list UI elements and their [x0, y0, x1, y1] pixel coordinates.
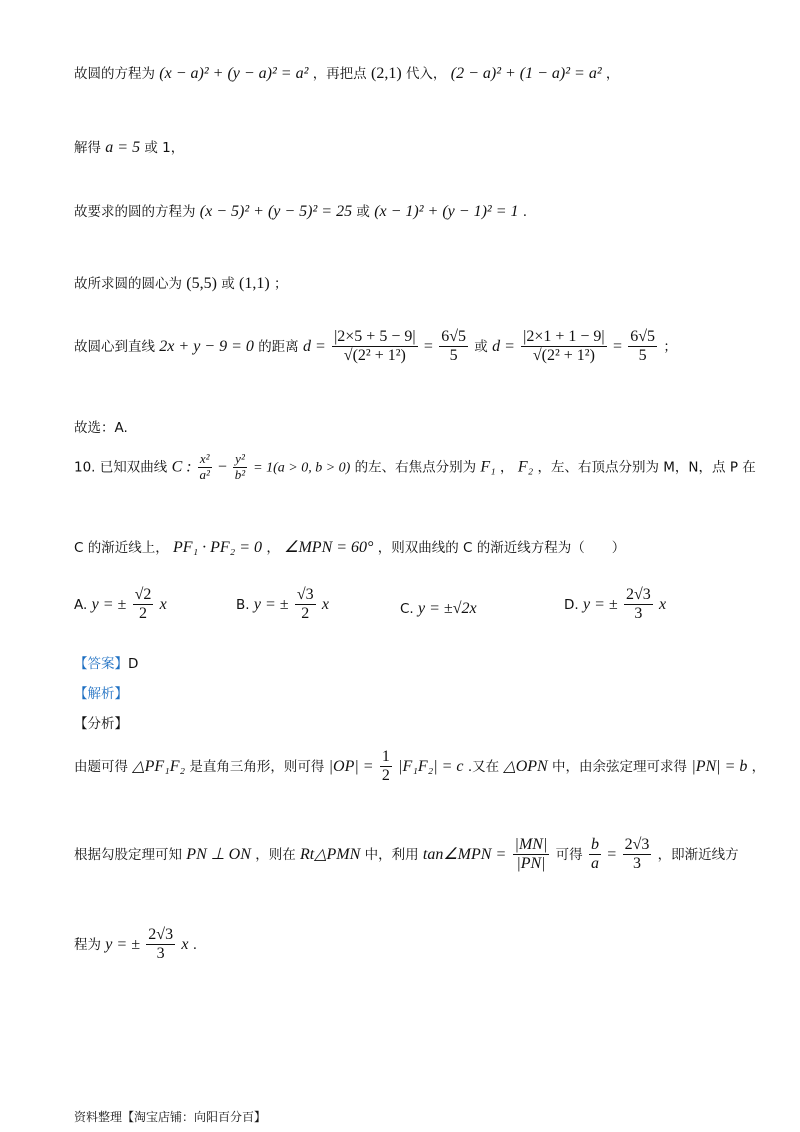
- denominator: 2: [381, 767, 390, 785]
- numerator: 2√3: [624, 586, 653, 605]
- numerator: |2×5 + 5 − 9|: [332, 328, 417, 347]
- denominator: 5: [638, 347, 647, 365]
- text: 程为: [74, 936, 101, 953]
- denominator: 5: [449, 347, 458, 365]
- question-line-2: [74, 536, 625, 557]
- text: 根据勾股定理可知: [74, 846, 182, 863]
- fenxi-tag-line: [74, 712, 128, 732]
- right-triangle: Rt△PMN: [300, 845, 361, 863]
- distance-result-2: [628, 328, 657, 366]
- numerator: √3: [295, 586, 316, 605]
- ratio-fraction: [623, 836, 652, 874]
- denominator: 2: [138, 605, 147, 623]
- text: ；: [274, 276, 288, 292]
- center-1: (5,5): [186, 275, 217, 292]
- denominator: 3: [634, 605, 643, 623]
- analysis-tag: 【解析】: [74, 686, 128, 702]
- equals: =: [423, 337, 433, 355]
- text: 故圆心到直线: [74, 338, 155, 355]
- text: 的左、右焦点分别为: [354, 459, 477, 476]
- distance-fraction-1: [332, 328, 417, 366]
- option-label: B.: [236, 596, 250, 613]
- denominator: √(2² + 1²): [343, 347, 406, 365]
- option-fraction: [295, 586, 316, 624]
- ba-fraction: [589, 836, 601, 874]
- option-lhs: y = ±: [253, 595, 289, 613]
- solution-line-1: [74, 62, 619, 83]
- minus: −: [217, 458, 227, 476]
- answer-tag: 【答案】: [74, 656, 128, 672]
- solution-line-2: [74, 136, 184, 157]
- point: (2,1): [370, 65, 402, 82]
- triangle-2: △OPN: [503, 757, 548, 775]
- numerator: 2√3: [623, 836, 652, 855]
- fenxi-tag: 【分析】: [74, 716, 128, 732]
- option-label: C.: [400, 601, 414, 617]
- option-fraction: [624, 586, 653, 624]
- text: ，则在: [255, 846, 296, 863]
- text: ，: [605, 66, 620, 82]
- option-fraction: [133, 586, 154, 624]
- option-a[interactable]: [74, 586, 167, 624]
- x-fraction: [198, 452, 212, 483]
- option-c[interactable]: [400, 600, 477, 618]
- text: .: [522, 204, 528, 220]
- circle-equation: (x − a)² + (y − a)² = a²: [159, 65, 309, 82]
- circle-equation-1: (x − 5)² + (y − 5)² = 25: [199, 203, 353, 220]
- text: ，: [751, 758, 766, 775]
- text: ，: [266, 540, 280, 556]
- numerator: |2×1 + 1 − 9|: [521, 328, 606, 347]
- text: 或 1，: [144, 140, 185, 156]
- text: 是直角三角形，则可得: [189, 758, 325, 775]
- solution-line-5: [74, 328, 677, 366]
- question-line-1: [74, 452, 756, 483]
- numerator: x²: [199, 451, 210, 466]
- center-2: (1,1): [239, 275, 270, 292]
- text: 或: [356, 204, 370, 220]
- numerator: 2√3: [146, 926, 175, 945]
- numerator: 6√5: [439, 328, 468, 347]
- text: 已知双曲线: [99, 459, 168, 476]
- analysis-line-3: [74, 926, 197, 964]
- solution-line-3: [74, 200, 527, 221]
- text: 故所求圆的圆心为: [74, 276, 182, 292]
- numerator: b: [589, 836, 601, 855]
- tan-lhs: tan∠MPN =: [422, 845, 507, 863]
- asymptote-fraction: [146, 926, 175, 964]
- tan-fraction: [513, 836, 550, 874]
- text: 故要求的圆的方程为: [74, 204, 196, 220]
- question-number: 10.: [74, 459, 96, 476]
- text: 或: [221, 276, 235, 292]
- distance-lhs-2: d =: [492, 337, 515, 355]
- text: ，再把点: [312, 66, 367, 82]
- option-d[interactable]: [564, 586, 666, 624]
- numerator: |MN|: [513, 836, 550, 855]
- focus-1: F₁: [480, 458, 496, 476]
- text: ；: [663, 338, 677, 355]
- circle-equation-2: (x − 1)² + (y − 1)² = 1: [374, 203, 519, 220]
- analysis-tag-line: [74, 682, 128, 702]
- distance-lhs-1: d =: [302, 337, 326, 355]
- focal-distance: |F₁F₂| = c: [398, 757, 464, 775]
- curve-label: C :: [171, 458, 192, 476]
- denominator: √(2² + 1²): [532, 347, 595, 365]
- option-label: A.: [74, 596, 88, 613]
- text: 的距离: [258, 338, 299, 355]
- denominator: 2: [301, 605, 310, 623]
- y-fraction: [233, 452, 247, 483]
- text: ，即渐近线方: [657, 846, 739, 863]
- angle-condition: ∠MPN = 60°: [284, 539, 374, 556]
- analysis-line-2: [74, 836, 739, 874]
- numerator: 1: [380, 748, 392, 767]
- text: ，左、右顶点分别为 M，N，点 P 在: [537, 459, 756, 476]
- distance-fraction-2: [521, 328, 606, 366]
- text: 可得: [555, 846, 583, 863]
- text: 故圆的方程为: [74, 66, 155, 82]
- text: 解得: [74, 140, 101, 156]
- text: .又在: [467, 758, 500, 775]
- equals: =: [612, 337, 622, 355]
- text: C 的渐近线上，: [74, 540, 169, 556]
- denominator: a²: [199, 466, 210, 482]
- option-lhs: y = ±: [91, 595, 127, 613]
- text: 中，由余弦定理可求得: [552, 758, 688, 775]
- footer: 资料整理【淘宝店铺：向阳百分百】: [74, 1110, 267, 1124]
- substituted-equation: (2 − a)² + (1 − a)² = a²: [450, 65, 602, 82]
- analysis-line-1: [74, 748, 765, 786]
- denominator: |PN|: [516, 855, 546, 873]
- option-var: x: [321, 595, 330, 613]
- op-length: |OP| =: [328, 757, 374, 775]
- denominator: b²: [234, 466, 246, 482]
- option-b[interactable]: [236, 586, 329, 624]
- asymptote-var: x: [181, 935, 189, 953]
- solution-line-6: [74, 416, 128, 436]
- text: 故选：A.: [74, 420, 128, 436]
- distance-result-1: [439, 328, 468, 366]
- curve-rhs: = 1(a > 0, b > 0): [253, 460, 351, 476]
- option-label: D.: [564, 596, 579, 613]
- text: 由题可得: [74, 758, 128, 775]
- text: 或: [474, 338, 488, 355]
- equals: =: [607, 845, 617, 863]
- focus-2: F₂: [517, 458, 534, 476]
- triangle: △PF₁F₂: [132, 757, 186, 775]
- text: 代入，: [405, 66, 447, 82]
- pn-length: |PN| = b: [691, 757, 748, 775]
- text: ，: [500, 459, 514, 476]
- dot-product-condition: PF₁ · PF₂ = 0: [173, 539, 263, 556]
- option-var: x: [659, 595, 667, 613]
- option-var: x: [159, 595, 167, 613]
- numerator: √2: [133, 586, 154, 605]
- denominator: 3: [632, 855, 641, 873]
- text: ，则双曲线的 C 的渐近线方程为（ ）: [377, 540, 626, 556]
- text: .: [192, 936, 198, 953]
- numerator: 6√5: [628, 328, 657, 347]
- perpendicular: PN ⊥ ON: [186, 845, 251, 863]
- solution-line-4: [74, 272, 288, 293]
- denominator: a: [590, 855, 599, 873]
- option-lhs: y = ±√2x: [418, 600, 477, 617]
- answer-value: D: [128, 656, 139, 672]
- numerator: y²: [235, 451, 245, 466]
- denominator: 3: [156, 945, 165, 963]
- solution-value: a = 5: [105, 139, 141, 156]
- answer-line: [74, 652, 138, 672]
- half-fraction: [380, 748, 392, 786]
- option-lhs: y = ±: [582, 595, 618, 613]
- line-equation: 2x + y − 9 = 0: [159, 337, 254, 355]
- text: 中，利用: [364, 846, 419, 863]
- asymptote-lhs: y = ±: [105, 935, 140, 953]
